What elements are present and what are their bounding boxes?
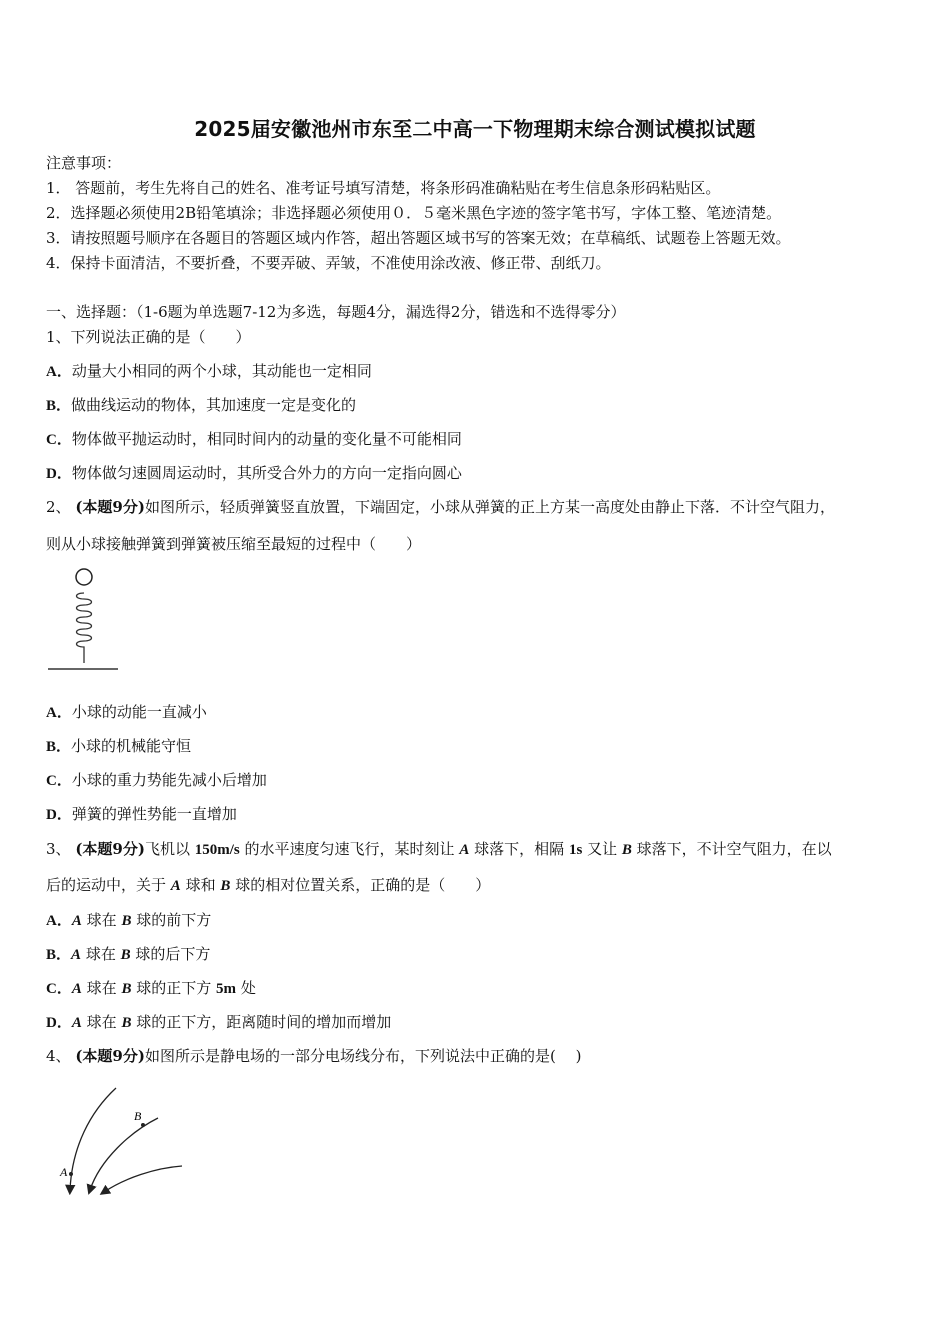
q1-option-a: A．动量大小相同的两个小球，其动能也一定相同: [46, 362, 372, 380]
q3-stem-line1: 3、 (本题9分)飞机以 150m/s 的水平速度匀速飞行，某时刻让 A 球落下，相隔 1s 又让 B 球落下，不计空气阻力，在以: [46, 840, 832, 858]
point-b-label: B: [134, 1109, 142, 1123]
q2-option-c: C．小球的重力势能先减小后增加: [46, 771, 267, 789]
q3-option-d: D．A 球在 B 球的正下方，距离随时间的增加而增加: [46, 1013, 392, 1031]
ball: [76, 569, 92, 585]
q4-stem: 4、 (本题9分)如图所示是静电场的一部分电场线分布，下列说法中正确的是( ): [46, 1047, 582, 1065]
point-a-label: A: [60, 1165, 68, 1179]
notice-item-1: 1． 答题前，考生先将自己的姓名、准考证号填写清楚，将条形码准确粘贴在考生信息条形码粘贴区。: [46, 179, 721, 197]
q2-stem-line1: 2、 (本题9分)如图所示，轻质弹簧竖直放置，下端固定，小球从弹簧的正上方某一高度处由静止下落．不计空气阻力，: [46, 498, 835, 516]
q2-option-d: D．弹簧的弹性势能一直增加: [46, 805, 237, 823]
notice-heading: 注意事项：: [46, 154, 122, 172]
q2-option-b: B．小球的机械能守恒: [46, 737, 192, 755]
notice-item-4: 4．保持卡面清洁，不要折叠，不要弄破、弄皱，不准使用涂改液、修正带、刮纸刀。: [46, 254, 611, 272]
field-line-1: [70, 1088, 116, 1190]
q2-option-a: A．小球的动能一直减小: [46, 703, 207, 721]
q1-option-b: B．做曲线运动的物体，其加速度一定是变化的: [46, 396, 357, 414]
q1-option-c: C．物体做平抛运动时，相同时间内的动量的变化量不可能相同: [46, 430, 462, 448]
q3-stem-line2: 后的运动中，关于 A 球和 B 球的相对位置关系，正确的是（ ）: [46, 876, 491, 894]
q1-stem: 1、下列说法正确的是（ ）: [46, 328, 251, 346]
spring: [77, 593, 92, 663]
q3-option-b: B．A 球在 B 球的后下方: [46, 945, 211, 963]
section-heading: 一、选择题：（1-6题为单选题7-12为多选，每题4分，漏选得2分，错选和不选得零分）: [46, 303, 626, 321]
spring-ball-figure: [44, 565, 124, 675]
q1-option-d: D．物体做匀速圆周运动时，其所受合外力的方向一定指向圆心: [46, 464, 462, 482]
field-line-2: [90, 1118, 158, 1190]
q2-stem-line2: 则从小球接触弹簧到弹簧被压缩至最短的过程中（ ）: [46, 535, 422, 553]
electric-field-figure: [50, 1082, 200, 1207]
field-line-3: [104, 1166, 182, 1192]
q3-option-c: C．A 球在 B 球的正下方 5m 处: [46, 979, 256, 997]
point-b-dot: [141, 1123, 145, 1127]
point-a-dot: [69, 1172, 73, 1176]
page-title: 2025届安徽池州市东至二中高一下物理期末综合测试模拟试题: [194, 117, 756, 141]
q3-option-a: A．A 球在 B 球的前下方: [46, 911, 212, 929]
notice-item-3: 3．请按照题号顺序在各题目的答题区域内作答，超出答题区域书写的答案无效；在草稿纸、试题卷上答题无效。: [46, 229, 791, 247]
notice-item-2: 2．选择题必须使用2B铅笔填涂；非选择题必须使用０．５毫米黑色字迹的签字笔书写，字体工整、笔迹清楚。: [46, 204, 782, 222]
